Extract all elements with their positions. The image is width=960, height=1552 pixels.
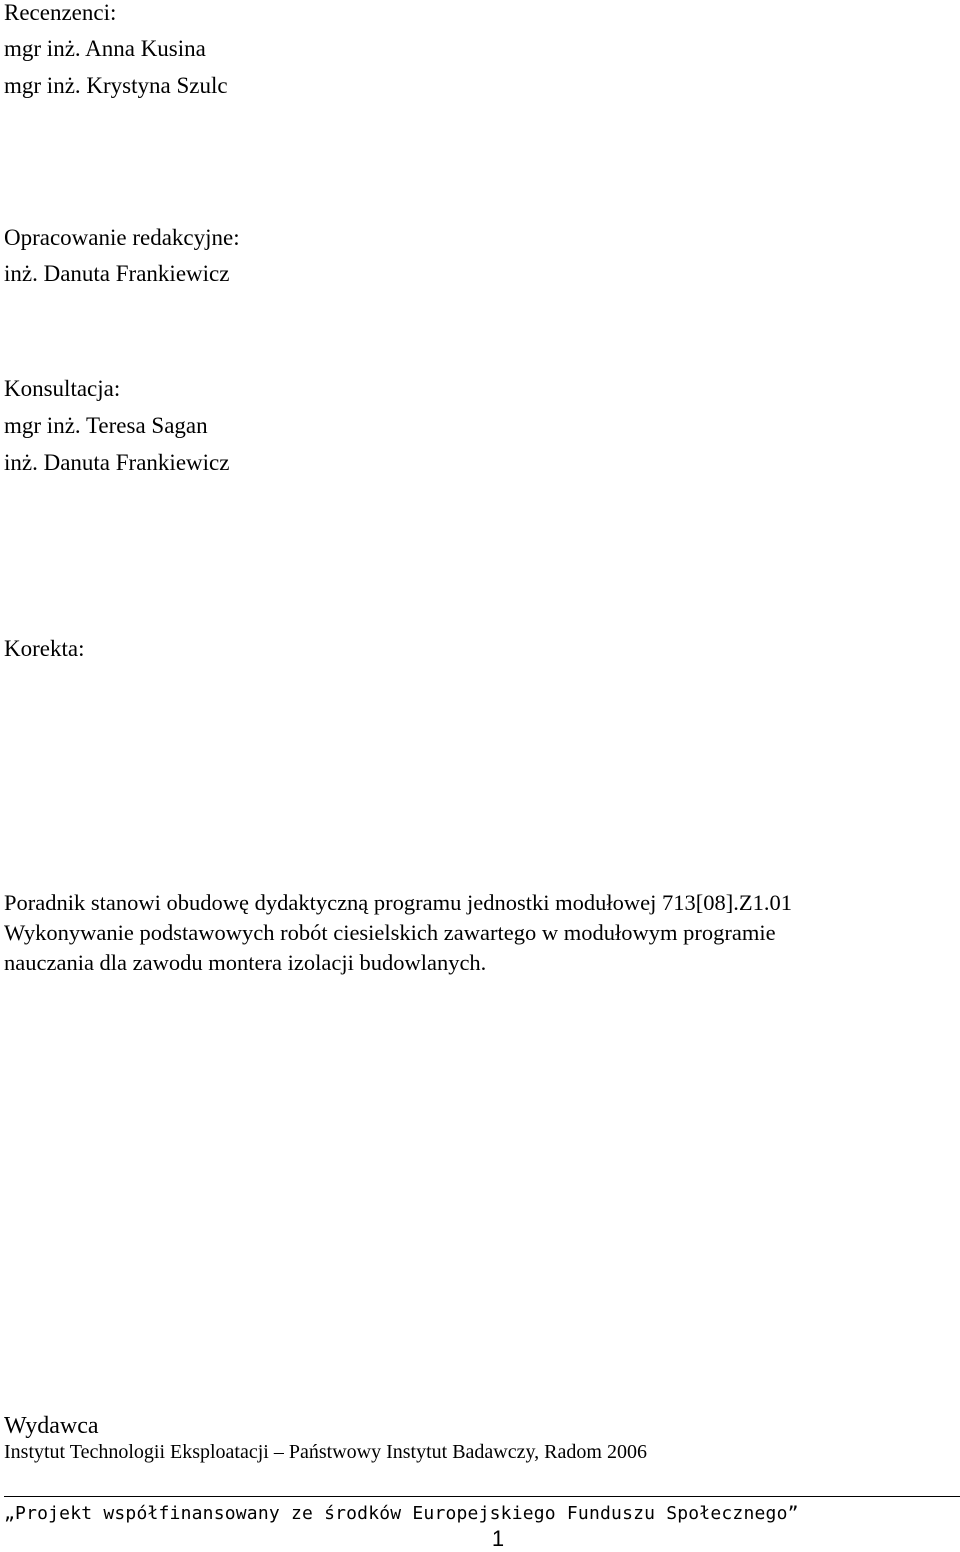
page-number: 1	[491, 1526, 505, 1551]
footer-divider	[4, 1496, 960, 1497]
proofreading-label: Korekta:	[4, 636, 85, 661]
reviewers-label: Recenzenci:	[4, 0, 117, 25]
publisher-label: Wydawca	[4, 1413, 99, 1439]
description-line: Wykonywanie podstawowych robót ciesielskich zawartego w modułowym programie	[4, 920, 776, 945]
consultation-label: Konsultacja:	[4, 376, 121, 401]
editor-name: inż. Danuta Frankiewicz	[4, 261, 230, 286]
reviewer-name: mgr inż. Krystyna Szulc	[4, 73, 228, 98]
publisher-name: Instytut Technologii Eksploatacji – Państwowy Instytut Badawczy, Radom 2006	[4, 1441, 647, 1463]
reviewer-name: mgr inż. Anna Kusina	[4, 36, 206, 61]
description-paragraph	[4, 888, 944, 978]
description-line: nauczania dla zawodu montera izolacji budowlanych.	[4, 950, 487, 975]
consultant-name: inż. Danuta Frankiewicz	[4, 450, 230, 475]
footer-funding-note: „Projekt współfinansowany ze środków Europejskiego Funduszu Społecznego”	[4, 1503, 799, 1524]
consultant-name: mgr inż. Teresa Sagan	[4, 413, 208, 438]
description-line: Poradnik stanowi obudowę dydaktyczną programu jednostki modułowej 713[08].Z1.01	[4, 890, 792, 915]
editorial-label: Opracowanie redakcyjne:	[4, 225, 240, 250]
